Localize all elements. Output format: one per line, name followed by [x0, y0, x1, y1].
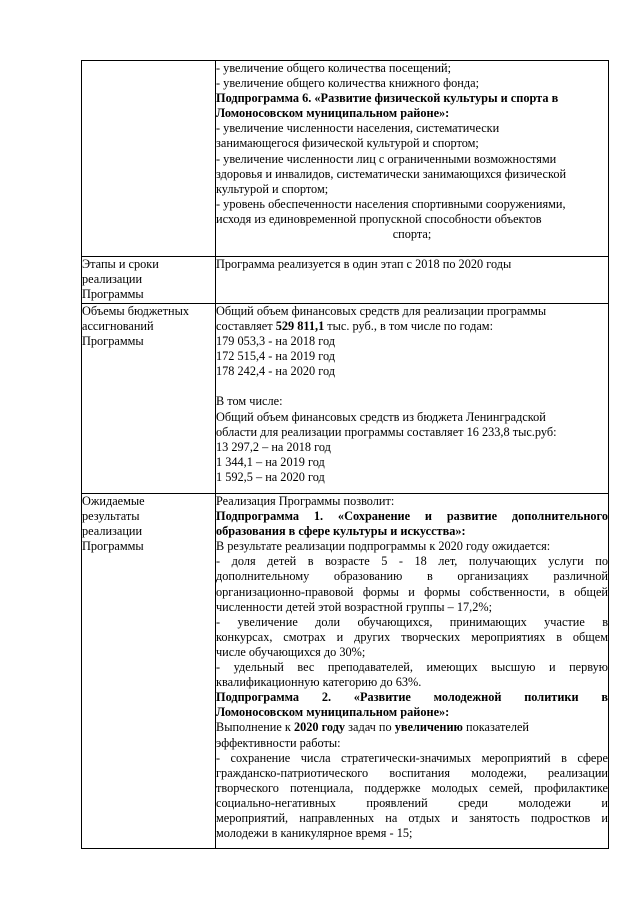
text-line [216, 167, 608, 182]
line-text: занимающегося физической культурой и спортом; [216, 136, 479, 151]
text-line [216, 319, 608, 334]
line-text: - увеличение численности населения, систематически [216, 121, 500, 136]
text-line [216, 182, 608, 197]
line-text: Выполнение к [216, 720, 294, 735]
subprogram-heading [216, 524, 608, 539]
text-line [216, 152, 608, 167]
text-line [216, 736, 608, 751]
row-label-text: ассигнований [82, 319, 154, 334]
text-line [216, 630, 608, 645]
line-text: Ломоносовском муниципальном районе»: [216, 705, 450, 720]
text-line [216, 645, 608, 660]
line-text: 1 592,5 – на 2020 год [216, 469, 325, 484]
line-text: эффективности работы: [216, 735, 341, 750]
line-text: культурой и спортом; [216, 181, 329, 196]
text-line [216, 76, 608, 91]
subprogram-heading [216, 91, 608, 106]
line-text: конкурсах, смотрах и других творческих мероприятиях в общем [216, 629, 608, 644]
row-label-text: Программы [82, 334, 144, 349]
line-text: задач по [345, 720, 395, 735]
row-label-cell [82, 61, 216, 257]
line-text: гражданско-патриотического воспитания молодежи, реализации [216, 765, 608, 780]
text-line [216, 227, 608, 242]
line-text: исходя из единовременной пропускной способности объектов [216, 211, 542, 226]
line-text: квалификационную категорию до 63%. [216, 675, 422, 690]
emphasis-text: 529 811,1 [275, 319, 325, 334]
line-text: 1 344,1 – на 2019 год [216, 454, 325, 469]
text-line [216, 257, 608, 272]
text-line [216, 425, 608, 440]
text-line [216, 766, 608, 781]
line-text: Подпрограмма 6. «Развитие физической культуры и спорта в [216, 91, 559, 106]
line-text: 172 515,4 - на 2019 год [216, 349, 335, 364]
text-line [216, 781, 608, 796]
text-line [216, 720, 608, 735]
row-label-text: Программы [82, 539, 144, 554]
line-text: социально-негативных проявлений среди молодежи и [216, 795, 608, 810]
text-line [216, 136, 608, 151]
emphasis-text: 2020 году [293, 720, 346, 735]
subprogram-heading [216, 705, 608, 720]
line-text: области для реализации программы составляет 16 233,8 тыс.руб: [216, 424, 557, 439]
line-text: В результате реализации подпрограммы к 2020 году ожидается: [216, 539, 551, 554]
table-row [82, 304, 609, 494]
table-row [82, 494, 609, 849]
row-label-text: реализации [82, 524, 143, 539]
line-text: Общий объем финансовых средств из бюджета Ленинградской [216, 409, 546, 424]
text-line [216, 539, 608, 554]
text-line [216, 554, 608, 569]
line-text: творческого потенциала, поддержке молодых семей, профилактике [216, 780, 608, 795]
line-text: 179 053,3 - на 2018 год [216, 334, 335, 349]
row-label-text: Ожидаемые [82, 494, 145, 508]
text-line [216, 304, 608, 319]
text-line [216, 675, 608, 690]
line-text: - доля детей в возрасте 5 - 18 лет, получающих услуги по [216, 554, 608, 569]
text-line [216, 811, 608, 826]
line-text: молодежи в каникулярное время - 15; [216, 826, 413, 841]
table-row [82, 61, 609, 257]
line-text: Программа реализуется в один этап с 2018 по 2020 годы [216, 257, 512, 271]
text-line [216, 470, 608, 485]
line-text: 178 242,4 - на 2020 год [216, 364, 335, 379]
text-line [216, 364, 608, 379]
subprogram-heading [216, 690, 608, 705]
text-line [216, 334, 608, 349]
text-line [216, 440, 608, 455]
row-content-cell [216, 494, 609, 849]
line-text: 13 297,2 – на 2018 год [216, 439, 331, 454]
line-text: - увеличение общего количества посещений; [216, 61, 452, 75]
text-line [216, 585, 608, 600]
line-text: числе обучающихся до 30%; [216, 644, 366, 659]
subprogram-heading [216, 509, 608, 524]
line-text: составляет [216, 319, 276, 334]
subprogram-heading [216, 106, 608, 121]
text-line [216, 121, 608, 136]
text-line [216, 751, 608, 766]
text-line [216, 796, 608, 811]
row-label-text: Этапы и сроки [82, 257, 159, 271]
text-line [216, 197, 608, 212]
table-row [82, 257, 609, 304]
line-text: дополнительному образованию в организациях различной [216, 569, 608, 584]
line-text: - увеличение общего количества книжного фонда; [216, 76, 480, 91]
line-text: показателей [462, 720, 530, 735]
row-content-cell [216, 257, 609, 304]
text-line [216, 569, 608, 584]
text-line [216, 600, 608, 615]
blank-line [216, 379, 608, 394]
line-text: - удельный вес преподавателей, имеющих высшую и первую [216, 660, 608, 675]
row-label-cell [82, 494, 216, 849]
row-label-cell [82, 257, 216, 304]
emphasis-text: увеличению [394, 720, 463, 735]
text-line [216, 394, 608, 409]
line-text: Общий объем финансовых средств для реализации программы [216, 304, 547, 318]
line-text: - увеличение численности лиц с ограниченными возможностями [216, 151, 557, 166]
text-line [216, 494, 608, 509]
text-line [216, 212, 608, 227]
line-text: Ломоносовском муниципальном районе»: [216, 106, 450, 121]
row-content-cell [216, 304, 609, 494]
text-line [216, 660, 608, 675]
line-text: Подпрограмма 2. «Развитие молодежной политики в [216, 690, 608, 705]
line-text: - увеличение доли обучающихся, принимающих участие в [216, 614, 608, 629]
line-text: Реализация Программы позволит: [216, 494, 395, 508]
line-text: спорта; [392, 227, 432, 242]
text-line [216, 410, 608, 425]
line-text: - уровень обеспеченности населения спортивными сооружениями, [216, 196, 566, 211]
line-text: - сохранение числа стратегически-значимых мероприятий в сфере [216, 750, 608, 765]
text-line [216, 61, 608, 76]
row-label-text: реализации [82, 272, 143, 287]
row-content-cell [216, 61, 609, 257]
row-label-text: Объемы бюджетных [82, 304, 189, 318]
row-label-cell [82, 304, 216, 494]
text-line [216, 615, 608, 630]
line-text: организационно-правовой формы и формы собственности, в общей [216, 584, 608, 599]
passport-table [81, 60, 609, 849]
line-text: мероприятий, направленных на отдых и занятость подростков и [216, 810, 608, 825]
text-line [216, 826, 608, 841]
line-text: тыс. руб., в том числе по годам: [324, 319, 493, 334]
text-line [216, 349, 608, 364]
row-label-text: результаты [82, 509, 140, 524]
row-label-text: Программы [82, 287, 144, 302]
text-line [216, 455, 608, 470]
line-text: В том числе: [216, 394, 283, 409]
line-text: численности детей этой возрастной группы – 17,2%; [216, 599, 493, 614]
line-text: здоровья и инвалидов, систематически занимающихся физической [216, 166, 567, 181]
line-text: Подпрограмма 1. «Сохранение и развитие дополнительного [216, 509, 608, 524]
line-text: образования в сфере культуры и искусства»: [216, 524, 466, 539]
